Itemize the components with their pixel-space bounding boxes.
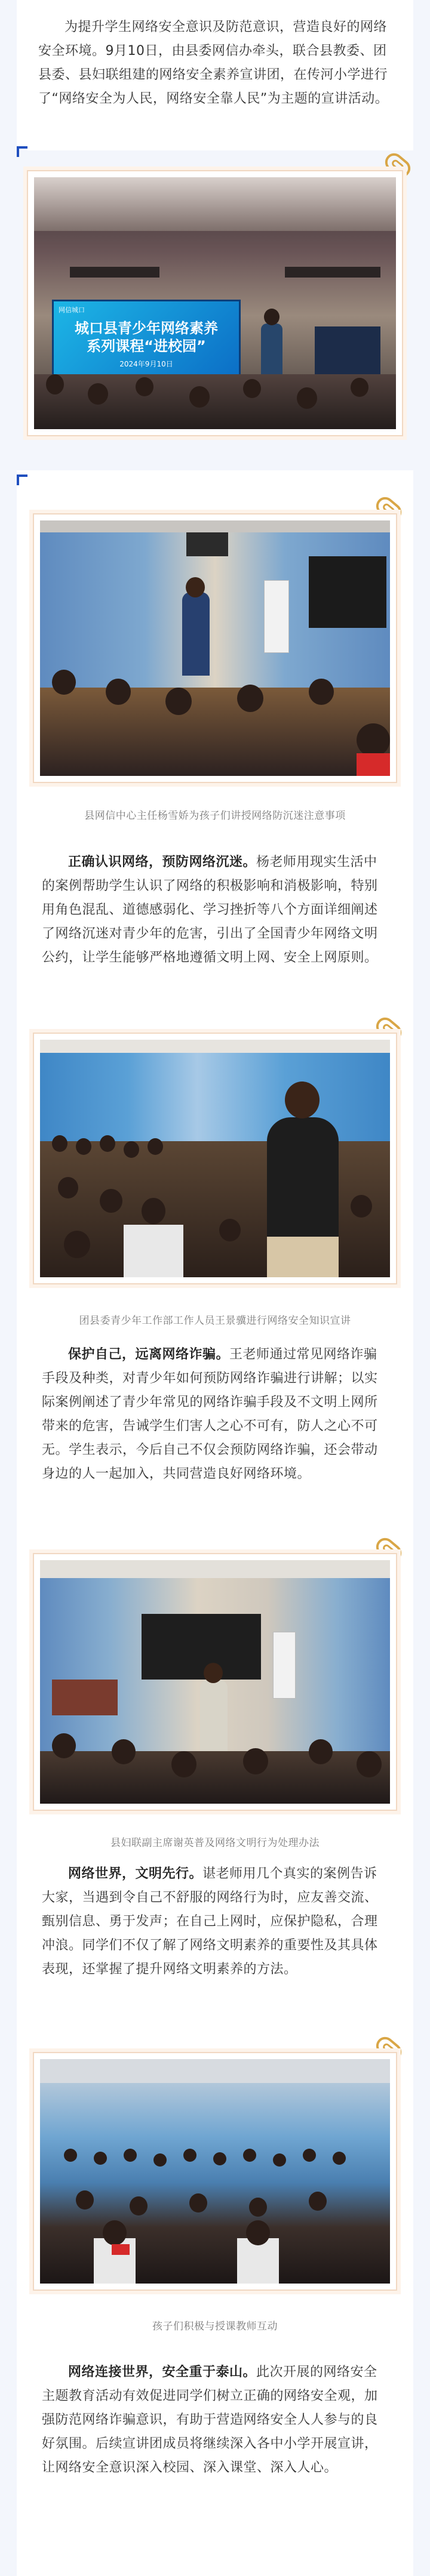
section-4-body: 此次开展的网络安全主题教育活动有效促进同学们树立正确的网络安全观，加强防范网络诈骗意识，有助于营造网络安全人人参与的良好氛围。后续宣讲团成员将继续深入各中小学开展宣讲，让网络安全意识深入校园、深入课堂、深入人心。 xyxy=(42,2365,378,2475)
section-1-body: 杨老师用现实生活中的案例帮助学生认识了网络的积极影响和消极影响，特别用角色混乱、道德感弱化、学习挫折等八个方面详细阐述了网络沉迷对青少年的危害，引出了全国青少年网络文明公约，让学生能够严格地遵循文明上网、安全上网原则。 xyxy=(42,855,378,965)
section-3-heading: 网络世界，文明先行。 xyxy=(68,1866,203,1881)
banner-date: 2024年9月10日 xyxy=(119,360,173,368)
corner-bracket-icon xyxy=(17,146,27,157)
corner-bracket-icon xyxy=(17,474,27,485)
photo-caption-3: 团县委青少年工作部工作人员王景骥进行网络安全知识宣讲 xyxy=(79,1315,351,1327)
section-2-heading: 保护自己，远离网络诈骗。 xyxy=(68,1347,230,1362)
photo-classroom-lecture-1 xyxy=(40,520,390,776)
photo-frame-1 xyxy=(27,170,403,436)
photo-frame-4 xyxy=(33,1553,397,1811)
banner-title-line2: 系列课程“进校园” xyxy=(87,338,206,355)
photo-caption-2: 县网信中心主任杨雪娇为孩子们讲授网络防沉迷注意事项 xyxy=(84,810,346,822)
section-3-body: 谌老师用几个真实的案例告诉大家，当遇到令自己不舒服的网络行为时，应友善交流、甄别信息、勇于发声；在自己上网时，应保护隐私，合理冲浪。同学们不仅了解了网络文明素养的重要性及其具体表现，还掌握了提升网络文明素养的方法。 xyxy=(42,1866,378,1977)
section-2-paragraph xyxy=(42,1343,389,1486)
section-4-heading: 网络连接世界，安全重于泰山。 xyxy=(68,2365,257,2380)
photo-frame-5 xyxy=(33,2052,397,2291)
banner-logo: 网信城口 xyxy=(59,306,85,314)
photo-caption-4: 县妇联副主席谢英普及网络文明行为处理办法 xyxy=(110,1837,320,1849)
photo-banner-scene xyxy=(34,177,396,429)
photo-classroom-lecture-3 xyxy=(40,1560,390,1804)
photo-students-interaction xyxy=(40,2059,390,2284)
photo-classroom-lecture-2 xyxy=(40,1040,390,1277)
section-2-body: 王老师通过常见网络诈骗手段及种类，对青少年如何预防网络诈骗进行讲解；以实际案例阐述了青少年常见的网络诈骗手段及不文明上网所带来的危害，告诫学生们害人之心不可有，防人之心不可无。学生表示，今后自己不仅会预防网络诈骗，还会带动身边的人一起加入，共同营造良好网络环境。 xyxy=(42,1347,378,1481)
photo-caption-5: 孩子们积极与授课教师互动 xyxy=(152,2321,278,2332)
intro-card xyxy=(17,0,413,150)
banner-title-line1: 城口县青少年网络素养 xyxy=(75,320,218,337)
section-4-paragraph xyxy=(42,2361,389,2480)
section-3-paragraph xyxy=(42,1862,389,1982)
section-1-heading: 正确认识网络，预防网络沉迷。 xyxy=(68,855,257,870)
photo-frame-2 xyxy=(33,513,397,783)
section-1-paragraph xyxy=(42,851,389,970)
photo-frame-3 xyxy=(33,1033,397,1284)
intro-paragraph: 为提升学生网络安全意识及防范意识，营造良好的网络安全环境。9月10日，由县委网信办牵头，联合县教委、团县委、县妇联组建的网络安全素养宣讲团，在传河小学进行了“网络安全为人民，网络安全靠人民”为主题的宣讲活动。 xyxy=(38,20,389,106)
